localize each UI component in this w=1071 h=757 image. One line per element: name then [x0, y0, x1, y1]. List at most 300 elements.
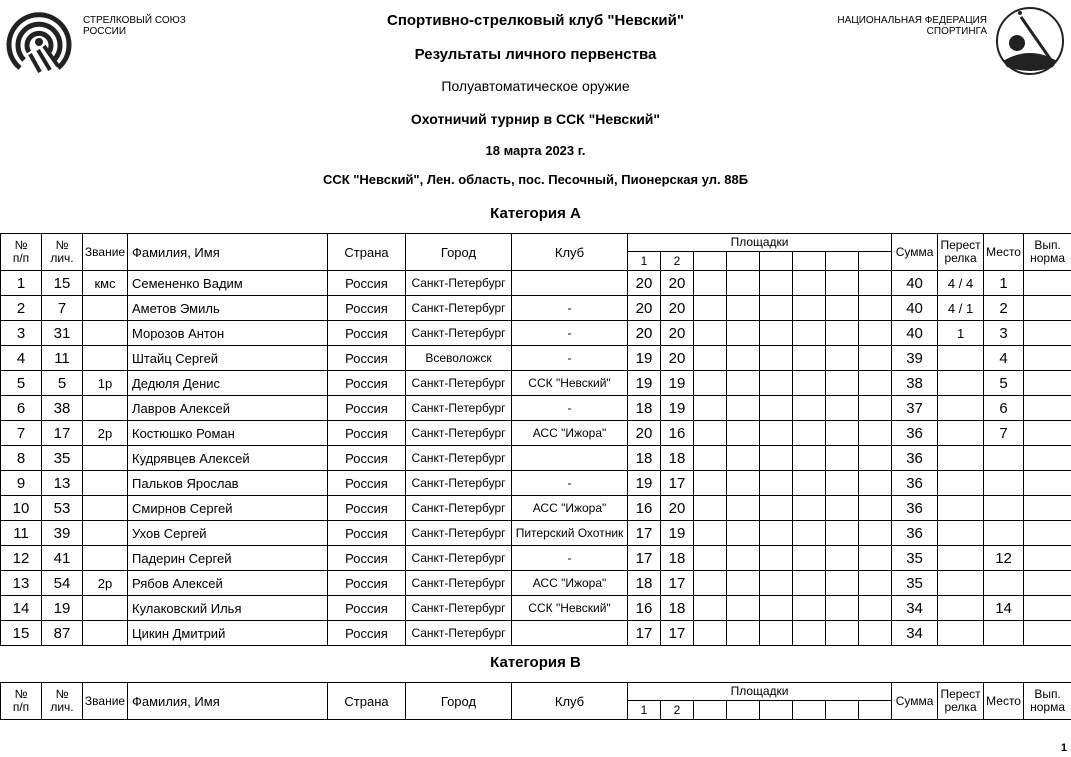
- cell-place: 12: [984, 546, 1024, 571]
- cell-stand-empty: [727, 521, 760, 546]
- cell-id: 54: [42, 571, 83, 596]
- table-row: [1, 571, 1071, 596]
- cell-club: -: [512, 396, 628, 421]
- col-id-line1: №: [55, 238, 69, 252]
- cell-club: -: [512, 346, 628, 371]
- cell-id: 31: [42, 321, 83, 346]
- col-shootoff-header: [938, 234, 984, 271]
- cell-name: Падерин Сергей: [128, 546, 328, 571]
- cell-stand-2: 18: [661, 446, 694, 471]
- cell-stand-empty: [727, 346, 760, 371]
- cell-stand-empty: [859, 496, 892, 521]
- table-row: [1, 521, 1071, 546]
- table-row: [1, 421, 1071, 446]
- cell-stand-empty: [694, 346, 727, 371]
- cell-name: Кудрявцев Алексей: [128, 446, 328, 471]
- cell-country: Россия: [328, 446, 406, 471]
- cell-norm: [1024, 471, 1071, 496]
- cell-num: 12: [1, 546, 42, 571]
- cell-norm: [1024, 496, 1071, 521]
- cell-stand-1: 16: [628, 596, 661, 621]
- cell-num: 13: [1, 571, 42, 596]
- col-stand-empty: [727, 252, 760, 271]
- cell-shootoff: [938, 596, 984, 621]
- cell-shootoff: [938, 421, 984, 446]
- cell-sum: 39: [892, 346, 938, 371]
- cell-country: Россия: [328, 271, 406, 296]
- cell-club: Питерский Охотник: [512, 521, 628, 546]
- col-stand-empty: [859, 701, 892, 720]
- cell-num: 4: [1, 346, 42, 371]
- cell-stand-empty: [760, 321, 793, 346]
- table-row: [1, 296, 1071, 321]
- cell-country: Россия: [328, 571, 406, 596]
- weapon-type: Полуавтоматическое оружие: [441, 78, 630, 94]
- col-stands-header: Площадки: [628, 683, 892, 701]
- cell-sum: 40: [892, 271, 938, 296]
- table-row: [1, 346, 1071, 371]
- cell-id: 5: [42, 371, 83, 396]
- cell-rank: [83, 471, 128, 496]
- col-num-header: [1, 234, 42, 271]
- col-place-header: Место: [984, 234, 1024, 271]
- cell-stand-empty: [793, 471, 826, 496]
- cell-stand-empty: [727, 546, 760, 571]
- cell-stand-1: 20: [628, 296, 661, 321]
- cell-city: Санкт-Петербург: [406, 596, 512, 621]
- col-stand-empty: [760, 252, 793, 271]
- cell-stand-empty: [826, 321, 859, 346]
- col-num-line1: №: [14, 687, 28, 701]
- cell-name: Семененко Вадим: [128, 271, 328, 296]
- cell-stand-empty: [859, 396, 892, 421]
- cell-num: 9: [1, 471, 42, 496]
- cell-place: 6: [984, 396, 1024, 421]
- cell-name: Лавров Алексей: [128, 396, 328, 421]
- cell-city: Санкт-Петербург: [406, 271, 512, 296]
- col-city-header: Город: [406, 683, 512, 720]
- cell-country: Россия: [328, 496, 406, 521]
- cell-sum: 40: [892, 321, 938, 346]
- cell-place: [984, 621, 1024, 646]
- col-id-header: [42, 683, 83, 720]
- col-stand-1-header: 1: [628, 701, 661, 720]
- cell-stand-empty: [859, 371, 892, 396]
- cell-sum: 40: [892, 296, 938, 321]
- cell-place: [984, 521, 1024, 546]
- cell-country: Россия: [328, 396, 406, 421]
- cell-shootoff: [938, 346, 984, 371]
- cell-stand-1: 19: [628, 471, 661, 496]
- cell-city: Санкт-Петербург: [406, 421, 512, 446]
- cell-stand-empty: [859, 596, 892, 621]
- cell-shootoff: [938, 371, 984, 396]
- col-shootoff-line1: Перест: [940, 238, 981, 252]
- cell-place: [984, 571, 1024, 596]
- cell-sum: 35: [892, 546, 938, 571]
- cell-name: Костюшко Роман: [128, 421, 328, 446]
- cell-num: 3: [1, 321, 42, 346]
- col-num-line2: п/п: [12, 700, 30, 714]
- cell-stand-empty: [727, 471, 760, 496]
- col-sum-header: Сумма: [892, 683, 938, 720]
- cell-stand-empty: [760, 271, 793, 296]
- cell-stand-2: 17: [661, 471, 694, 496]
- cell-norm: [1024, 521, 1071, 546]
- cell-shootoff: 4 / 4: [938, 271, 984, 296]
- col-stand-empty: [694, 252, 727, 271]
- cell-stand-empty: [859, 446, 892, 471]
- cell-sum: 37: [892, 396, 938, 421]
- cell-stand-empty: [694, 446, 727, 471]
- col-stand-empty: [727, 701, 760, 720]
- cell-norm: [1024, 421, 1071, 446]
- col-norm-line1: Вып.: [1034, 687, 1061, 701]
- cell-name: Пальков Ярослав: [128, 471, 328, 496]
- cell-norm: [1024, 346, 1071, 371]
- cell-name: Рябов Алексей: [128, 571, 328, 596]
- cell-norm: [1024, 321, 1071, 346]
- cell-city: Санкт-Петербург: [406, 521, 512, 546]
- cell-stand-empty: [793, 571, 826, 596]
- cell-norm: [1024, 446, 1071, 471]
- cell-id: 17: [42, 421, 83, 446]
- cell-name: Цикин Дмитрий: [128, 621, 328, 646]
- cell-id: 41: [42, 546, 83, 571]
- cell-rank: [83, 521, 128, 546]
- cell-id: 53: [42, 496, 83, 521]
- right-org-line1: НАЦИОНАЛЬНАЯ ФЕДЕРАЦИЯ: [837, 15, 987, 26]
- col-stand-empty: [859, 252, 892, 271]
- cell-stand-empty: [727, 621, 760, 646]
- cell-city: Санкт-Петербург: [406, 296, 512, 321]
- cell-stand-empty: [793, 621, 826, 646]
- cell-norm: [1024, 546, 1071, 571]
- cell-num: 1: [1, 271, 42, 296]
- cell-country: Россия: [328, 421, 406, 446]
- cell-stand-empty: [859, 321, 892, 346]
- cell-stand-empty: [694, 271, 727, 296]
- cell-city: Санкт-Петербург: [406, 446, 512, 471]
- cell-stand-1: 18: [628, 571, 661, 596]
- cell-stand-empty: [694, 521, 727, 546]
- cell-country: Россия: [328, 546, 406, 571]
- cell-stand-empty: [760, 521, 793, 546]
- cell-stand-empty: [793, 546, 826, 571]
- cell-sum: 36: [892, 471, 938, 496]
- cell-stand-2: 17: [661, 621, 694, 646]
- cell-stand-empty: [727, 496, 760, 521]
- cell-id: 38: [42, 396, 83, 421]
- cell-stand-2: 20: [661, 271, 694, 296]
- cell-club: [512, 271, 628, 296]
- col-stand-empty: [793, 701, 826, 720]
- cell-stand-empty: [826, 521, 859, 546]
- cell-club: ССК "Невский": [512, 371, 628, 396]
- col-norm-line1: Вып.: [1034, 238, 1061, 252]
- cell-stand-empty: [694, 496, 727, 521]
- cell-stand-2: 20: [661, 321, 694, 346]
- cell-stand-2: 20: [661, 496, 694, 521]
- cell-stand-empty: [760, 296, 793, 321]
- cell-stand-empty: [694, 621, 727, 646]
- cell-norm: [1024, 621, 1071, 646]
- table-row: [1, 496, 1071, 521]
- cell-norm: [1024, 396, 1071, 421]
- cell-city: Санкт-Петербург: [406, 496, 512, 521]
- page-number: 1: [1060, 742, 1067, 754]
- cell-stand-empty: [826, 546, 859, 571]
- cell-city: Санкт-Петербург: [406, 471, 512, 496]
- cell-club: [512, 446, 628, 471]
- cell-rank: [83, 546, 128, 571]
- col-sum-header: Сумма: [892, 234, 938, 271]
- cell-stand-empty: [760, 621, 793, 646]
- cell-sum: 36: [892, 496, 938, 521]
- cell-id: 39: [42, 521, 83, 546]
- category-a-title: Категория А: [490, 205, 581, 222]
- cell-sum: 38: [892, 371, 938, 396]
- cell-stand-empty: [760, 346, 793, 371]
- col-club-header: Клуб: [512, 234, 628, 271]
- results-table-category-b: [0, 682, 1071, 720]
- cell-stand-empty: [793, 521, 826, 546]
- cell-stand-empty: [859, 346, 892, 371]
- cell-place: 7: [984, 421, 1024, 446]
- cell-stand-empty: [727, 371, 760, 396]
- cell-shootoff: [938, 521, 984, 546]
- cell-place: [984, 471, 1024, 496]
- col-rank-header: Звание: [83, 683, 128, 720]
- cell-rank: [83, 496, 128, 521]
- cell-shootoff: [938, 546, 984, 571]
- cell-stand-empty: [793, 271, 826, 296]
- cell-shootoff: [938, 571, 984, 596]
- right-org-line2: СПОРТИНГА: [926, 26, 987, 37]
- cell-rank: [83, 446, 128, 471]
- cell-stand-1: 18: [628, 446, 661, 471]
- cell-stand-empty: [694, 571, 727, 596]
- cell-id: 13: [42, 471, 83, 496]
- cell-stand-empty: [859, 471, 892, 496]
- cell-num: 11: [1, 521, 42, 546]
- cell-num: 7: [1, 421, 42, 446]
- cell-country: Россия: [328, 521, 406, 546]
- cell-stand-2: 16: [661, 421, 694, 446]
- cell-country: Россия: [328, 321, 406, 346]
- cell-city: Санкт-Петербург: [406, 321, 512, 346]
- cell-stand-empty: [694, 471, 727, 496]
- cell-norm: [1024, 271, 1071, 296]
- cell-city: Всеволожск: [406, 346, 512, 371]
- cell-name: Дедюля Денис: [128, 371, 328, 396]
- col-name-header: Фамилия, Имя: [128, 683, 328, 720]
- cell-stand-empty: [694, 421, 727, 446]
- col-stand-2-header: 2: [661, 701, 694, 720]
- cell-stand-empty: [727, 396, 760, 421]
- table-row: [1, 271, 1071, 296]
- cell-city: Санкт-Петербург: [406, 571, 512, 596]
- cell-rank: 2р: [83, 421, 128, 446]
- cell-rank: [83, 346, 128, 371]
- cell-rank: 2р: [83, 571, 128, 596]
- cell-stand-1: 20: [628, 321, 661, 346]
- cell-stand-empty: [826, 371, 859, 396]
- cell-name: Ухов Сергей: [128, 521, 328, 546]
- cell-stand-empty: [760, 571, 793, 596]
- col-stand-empty: [826, 252, 859, 271]
- cell-sum: 36: [892, 446, 938, 471]
- cell-id: 15: [42, 271, 83, 296]
- event-venue: ССК "Невский", Лен. область, пос. Песочный, Пионерская ул. 88Б: [322, 172, 749, 187]
- cell-place: [984, 496, 1024, 521]
- cell-sum: 36: [892, 421, 938, 446]
- tournament-name: Охотничий турнир в ССК "Невский": [410, 111, 661, 127]
- cell-stand-empty: [694, 596, 727, 621]
- col-place-header: Место: [984, 683, 1024, 720]
- cell-stand-empty: [826, 596, 859, 621]
- col-stand-2-header: 2: [661, 252, 694, 271]
- col-id-line2: лич.: [50, 251, 74, 265]
- left-org-line1: СТРЕЛКОВЫЙ СОЮЗ: [83, 15, 186, 26]
- cell-place: 14: [984, 596, 1024, 621]
- cell-stand-empty: [826, 571, 859, 596]
- cell-stand-2: 18: [661, 596, 694, 621]
- cell-stand-1: 19: [628, 346, 661, 371]
- cell-place: 4: [984, 346, 1024, 371]
- cell-stand-empty: [760, 471, 793, 496]
- cell-stand-1: 17: [628, 621, 661, 646]
- cell-sum: 34: [892, 621, 938, 646]
- cell-city: Санкт-Петербург: [406, 621, 512, 646]
- left-org-line2: РОССИИ: [83, 26, 127, 37]
- cell-stand-empty: [859, 571, 892, 596]
- cell-stand-empty: [793, 296, 826, 321]
- col-country-header: Страна: [328, 683, 406, 720]
- cell-stand-empty: [859, 421, 892, 446]
- cell-name: Штайц Сергей: [128, 346, 328, 371]
- col-stand-empty: [694, 701, 727, 720]
- cell-stand-empty: [694, 546, 727, 571]
- cell-num: 14: [1, 596, 42, 621]
- cell-stand-empty: [826, 271, 859, 296]
- cell-shootoff: [938, 446, 984, 471]
- cell-stand-empty: [727, 321, 760, 346]
- cell-stand-2: 20: [661, 346, 694, 371]
- cell-stand-2: 19: [661, 521, 694, 546]
- cell-stand-empty: [826, 296, 859, 321]
- cell-country: Россия: [328, 596, 406, 621]
- category-b-title: Категория В: [490, 654, 581, 671]
- cell-name: Кулаковский Илья: [128, 596, 328, 621]
- table-row: [1, 546, 1071, 571]
- cell-stand-empty: [760, 496, 793, 521]
- table-row: [1, 371, 1071, 396]
- cell-norm: [1024, 296, 1071, 321]
- cell-country: Россия: [328, 296, 406, 321]
- cell-country: Россия: [328, 371, 406, 396]
- cell-club: АСС "Ижора": [512, 421, 628, 446]
- cell-shootoff: [938, 496, 984, 521]
- col-shootoff-header: [938, 683, 984, 720]
- cell-shootoff: 4 / 1: [938, 296, 984, 321]
- cell-place: 5: [984, 371, 1024, 396]
- cell-country: Россия: [328, 471, 406, 496]
- cell-stand-1: 19: [628, 371, 661, 396]
- cell-stand-empty: [727, 421, 760, 446]
- cell-stand-2: 19: [661, 396, 694, 421]
- cell-stand-empty: [793, 321, 826, 346]
- cell-shootoff: [938, 471, 984, 496]
- cell-stand-empty: [727, 271, 760, 296]
- table-row: [1, 321, 1071, 346]
- cell-rank: 1р: [83, 371, 128, 396]
- cell-rank: кмс: [83, 271, 128, 296]
- col-norm-header: [1024, 683, 1071, 720]
- cell-stand-empty: [694, 371, 727, 396]
- cell-stand-empty: [760, 446, 793, 471]
- cell-sum: 35: [892, 571, 938, 596]
- cell-club: [512, 621, 628, 646]
- col-num-header: [1, 683, 42, 720]
- cell-stand-1: 18: [628, 396, 661, 421]
- cell-rank: [83, 396, 128, 421]
- table-row: [1, 446, 1071, 471]
- cell-club: АСС "Ижора": [512, 496, 628, 521]
- cell-stand-1: 16: [628, 496, 661, 521]
- cell-stand-empty: [826, 396, 859, 421]
- cell-city: Санкт-Петербург: [406, 546, 512, 571]
- cell-stand-empty: [826, 471, 859, 496]
- col-norm-line2: норма: [1030, 251, 1066, 265]
- cell-stand-empty: [826, 621, 859, 646]
- col-id-line2: лич.: [50, 700, 74, 714]
- cell-club: ССК "Невский": [512, 596, 628, 621]
- cell-stand-empty: [727, 571, 760, 596]
- cell-name: Аметов Эмиль: [128, 296, 328, 321]
- col-stand-1-header: 1: [628, 252, 661, 271]
- table-row: [1, 471, 1071, 496]
- cell-id: 35: [42, 446, 83, 471]
- col-city-header: Город: [406, 234, 512, 271]
- cell-place: 2: [984, 296, 1024, 321]
- cell-stand-2: 19: [661, 371, 694, 396]
- cell-shootoff: [938, 621, 984, 646]
- col-stand-empty: [793, 252, 826, 271]
- cell-city: Санкт-Петербург: [406, 396, 512, 421]
- cell-stand-1: 20: [628, 271, 661, 296]
- cell-shootoff: 1: [938, 321, 984, 346]
- cell-city: Санкт-Петербург: [406, 371, 512, 396]
- club-name: Спортивно-стрелковый клуб "Невский": [387, 12, 684, 29]
- cell-id: 11: [42, 346, 83, 371]
- cell-club: -: [512, 471, 628, 496]
- cell-stand-empty: [760, 371, 793, 396]
- cell-stand-empty: [793, 421, 826, 446]
- cell-club: АСС "Ижора": [512, 571, 628, 596]
- cell-stand-empty: [694, 296, 727, 321]
- cell-place: 1: [984, 271, 1024, 296]
- col-name-header: Фамилия, Имя: [128, 234, 328, 271]
- cell-place: 3: [984, 321, 1024, 346]
- cell-stand-empty: [826, 421, 859, 446]
- cell-num: 15: [1, 621, 42, 646]
- col-norm-header: [1024, 234, 1071, 271]
- col-stands-header: Площадки: [628, 234, 892, 252]
- table-row: [1, 621, 1071, 646]
- cell-stand-empty: [727, 296, 760, 321]
- cell-country: Россия: [328, 621, 406, 646]
